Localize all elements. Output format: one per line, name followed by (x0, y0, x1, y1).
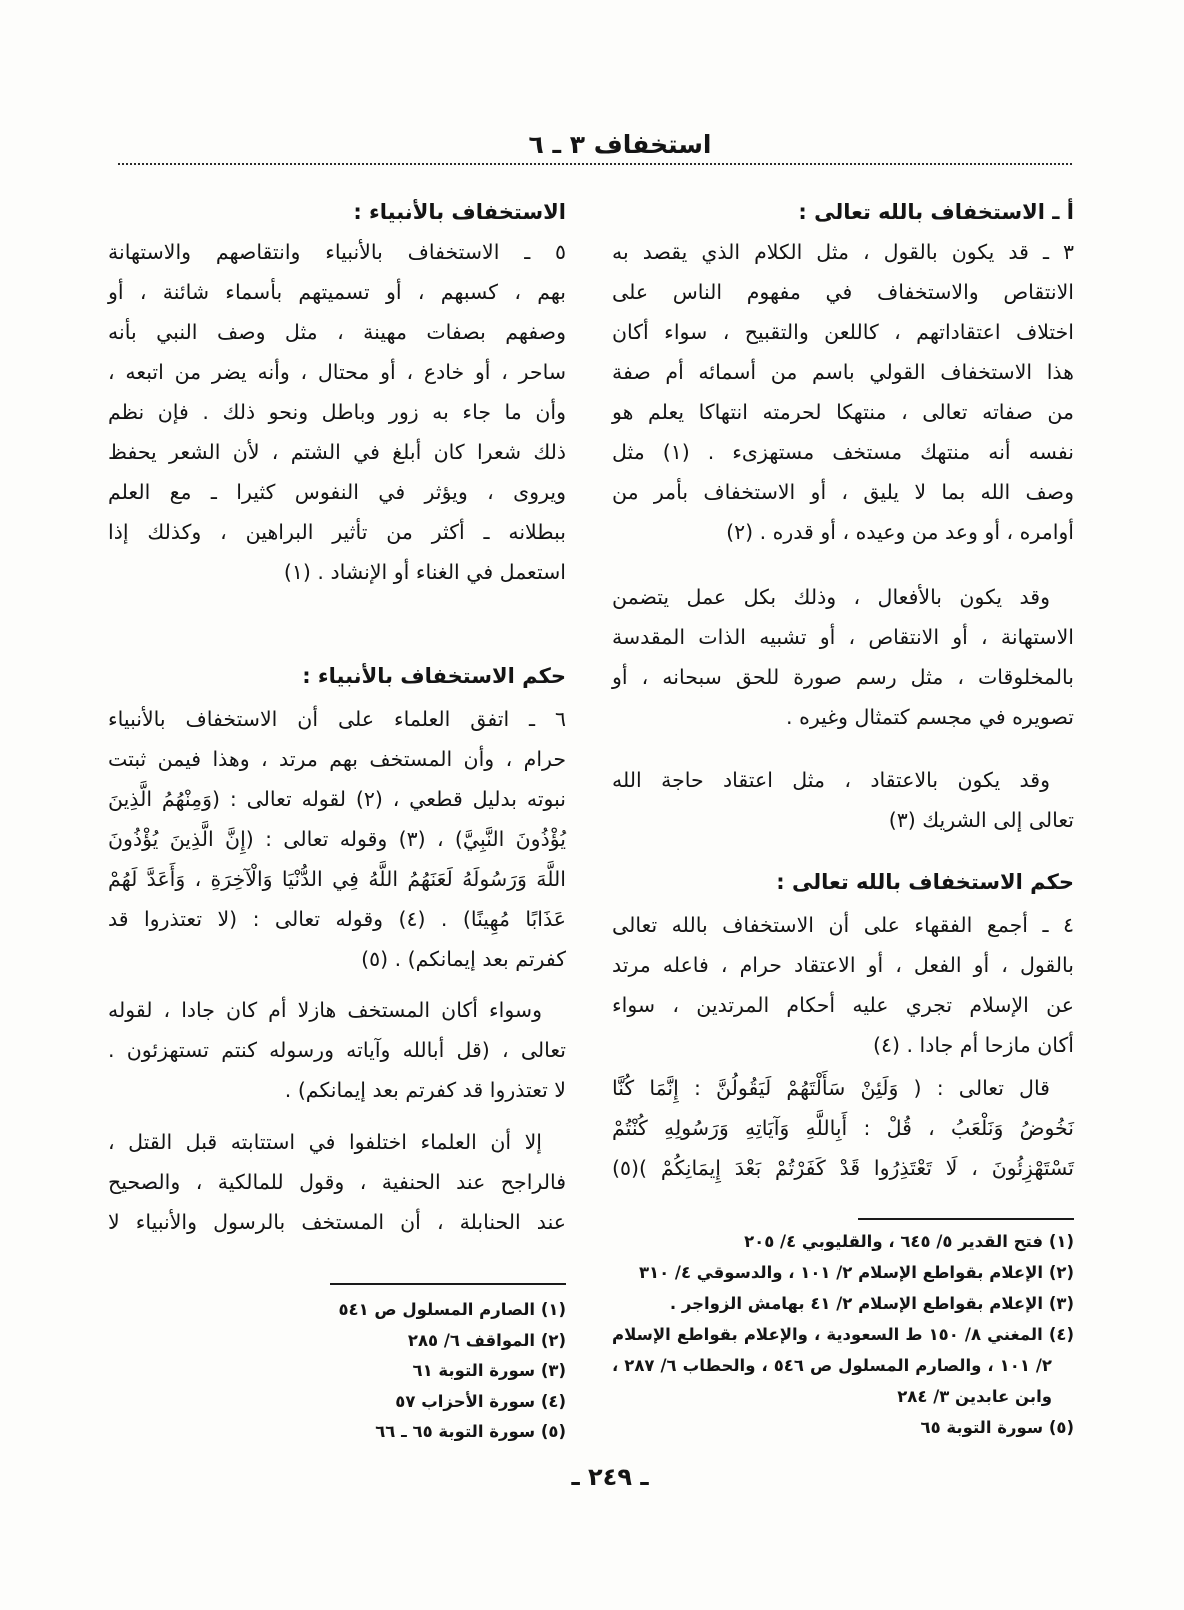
paragraph-3 (612, 232, 1074, 552)
running-head: استخفاف ٣ ـ ٦ (528, 130, 712, 159)
paragraph-belief (612, 760, 1074, 840)
text-line: وقد يكون بالاعتقاد ، مثل اعتقاد حاجة الله (612, 768, 1050, 792)
footnote-line: (٣) الإعلام بقواطع الإسلام ٢/ ٤١ بهامش الزواجر . (669, 1294, 1074, 1313)
footnotes (612, 1226, 1074, 1443)
text-line: عن الإسلام تجري عليه أحكام المرتدين ، سواء (612, 993, 1074, 1017)
text-line: تعالى ، (قل أبالله وآياته ورسوله كنتم تستهزئون . (108, 1038, 566, 1062)
text-line: تعالى إلى الشريك (٣) (888, 808, 1074, 832)
text-line: أكان مازحا أم جادا . (٤) (872, 1033, 1074, 1057)
footnote-item (612, 1226, 1074, 1257)
text-line: ٤ ـ أجمع الفقهاء على أن الاستخفاف بالله تعالى (612, 913, 1074, 937)
text-line: إلا أن العلماء اختلفوا في استتابته قبل القتل ، (108, 1130, 542, 1154)
paragraph-actions (612, 577, 1074, 737)
footnote-item (612, 1319, 1074, 1412)
text-line: ٥ ـ الاستخفاف بالأنبياء وانتقاصهم والاستهانة (108, 240, 566, 264)
footnote-item (612, 1412, 1074, 1443)
text-line: ٦ ـ اتفق العلماء على أن الاستخفاف بالأنبياء (108, 707, 566, 731)
text-line: ٣ ـ قد يكون بالقول ، مثل الكلام الذي يقصد به (612, 240, 1074, 264)
text-line: هذا الاستخفاف القولي باسم من أسمائه أم صفة (612, 360, 1074, 384)
text-line: وقد يكون بالأفعال ، وذلك بكل عمل يتضمن (612, 585, 1050, 609)
text-line: لا تعتذروا قد كفرتم بعد إيمانكم) . (284, 1078, 566, 1102)
footnotes (108, 1295, 566, 1448)
text-line: يُؤْذُونَ النَّبِيَّ) ، (٣) وقوله تعالى : (إِنَّ الَّذِينَ يُؤْذُونَ (108, 827, 566, 851)
footnote-line: (١) فتح القدير ٥/ ٦٤٥ ، والقليوبي ٤/ ٢٠٥ (744, 1232, 1074, 1251)
text-line: نفسه أنه منتهك مستخف مستهزىء . (١) مثل (612, 440, 1074, 464)
section-heading (108, 656, 566, 696)
page-number: ـ ٢٤٩ ـ (571, 1463, 649, 1491)
text-line: وأن ما جاء به زور وباطل ونحو ذلك . فإن نظم (108, 400, 566, 424)
footnote-line: (٥) سورة التوبة ٦٥ (920, 1418, 1074, 1437)
text-line: كفرتم بعد إيمانكم) . (٥) (361, 947, 566, 971)
footnote-rule (330, 1283, 566, 1285)
text-line: وسواء أكان المستخف هازلا أم كان جادا ، لقوله (108, 998, 542, 1022)
text-line: أوامره ، أو وعد من وعيده ، أو قدره . (٢) (726, 520, 1074, 544)
footnote-item: (٥) سورة التوبة ٦٥ ـ ٦٦ (375, 1422, 566, 1441)
right-column (612, 0, 1074, 1610)
footnote-item: (٢) المواقف ٦/ ٢٨٥ (407, 1330, 566, 1350)
heading-text: أ ـ الاستخفاف بالله تعالى : (798, 200, 1074, 224)
text-line: فالراجح عند الحنفية ، وقول للمالكية ، والصحيح (108, 1170, 566, 1194)
footnote-rule (858, 1218, 1074, 1220)
text-line: ساحر ، أو خادع ، أو محتال ، وأنه يضر من اتبعه ، (108, 360, 566, 384)
paragraph-4 (612, 905, 1074, 1065)
footnote-line: ٢/ ١٠١ ، والصارم المسلول ص ٥٤٦ ، والحطاب ٦/ ٢٨٧ ، (612, 1356, 1052, 1375)
footnote-line: (٤) المغني ٨/ ١٥٠ ط السعودية ، والإعلام بقواطع الإسلام (612, 1325, 1074, 1344)
section-heading (612, 862, 1074, 902)
text-line: نَخُوضُ وَنَلْعَبُ ، قُلْ : أَبِاللَّهِ وَآيَاتِهِ وَرَسُولِهِ كُنْتُمْ (612, 1116, 1074, 1140)
paragraph-6 (108, 699, 566, 979)
left-column (108, 0, 566, 1610)
heading-text: حكم الاستخفاف بالأنبياء : (302, 664, 566, 688)
heading-text: الاستخفاف بالأنبياء : (353, 200, 566, 224)
text-line: ذلك شعرا كان أبلغ في الشتم ، لأن الشعر يحفظ (108, 440, 566, 464)
text-line: وصف الله بما لا يليق ، أو الاستخفاف بأمر من (612, 480, 1074, 504)
text-line: ويروى ، ويؤثر في النفوس كثيرا ـ مع العلم (108, 480, 566, 504)
text-line: الاستهانة ، أو الانتقاص ، أو تشبيه الذات المقدسة (612, 625, 1074, 649)
text-line: عَذَابًا مُهِينًا) . (٤) وقوله تعالى : (لا تعتذروا قد (108, 907, 566, 931)
text-line: تَسْتَهْزِئُونَ ، لَا تَعْتَذِرُوا قَدْ كَفَرْتُمْ بَعْدَ إِيمَانِكُمْ )(٥) (612, 1156, 1074, 1180)
text-line: تصويره في مجسم كتمثال وغيره . (786, 705, 1074, 729)
text-line: الانتقاص والاستخفاف في مفهوم الناس على (612, 280, 1074, 304)
text-line: وصفهم بصفات مهينة ، مثل وصف النبي بأنه (108, 320, 566, 344)
text-line: حرام ، وأن المستخف بهم مرتد ، وهذا فيمن ثبتت (108, 747, 566, 771)
paragraph-joking (108, 990, 566, 1110)
footnote-item: (١) الصارم المسلول ص ٥٤١ (338, 1300, 566, 1319)
footnote-line: وابن عابدين ٣/ ٢٨٤ (897, 1387, 1052, 1406)
section-heading (108, 192, 566, 232)
text-line: ببطلانه ـ أكثر من تأثير البراهين ، وكذلك إذا (108, 520, 566, 544)
text-line: استعمل في الغناء أو الإنشاد . (١) (283, 560, 566, 584)
text-line: بالقول ، أو الفعل ، أو الاعتقاد حرام ، فاعله مرتد (612, 953, 1074, 977)
heading-text: حكم الاستخفاف بالله تعالى : (776, 870, 1074, 894)
text-line: عند الحنابلة ، أن المستخف بالرسول والأنبياء لا (108, 1210, 566, 1234)
text-line: نبوته بدليل قطعي ، (٢) لقوله تعالى : (وَمِنْهُمُ الَّذِينَ (108, 787, 567, 811)
paragraph-5 (108, 232, 566, 592)
paragraph-quran-verse (612, 1068, 1074, 1188)
text-line: بهم ، كسبهم ، أو تسميتهم بأسماء شائنة ، أو (108, 280, 566, 304)
footnote-line: (٢) الإعلام بقواطع الإسلام ٢/ ١٠١ ، والدسوقي ٤/ ٣١٠ (638, 1263, 1074, 1282)
paragraph-repentance (108, 1122, 566, 1242)
footnote-item (612, 1288, 1074, 1319)
footnote-item (612, 1257, 1074, 1288)
text-line: اللَّهَ وَرَسُولَهُ لَعَنَهُمُ اللَّهُ فِي الدُّنْيَا وَالْآخِرَةِ ، وَأَعَدَّ لَهُمْ (108, 867, 566, 891)
footnote-item: (٣) سورة التوبة ٦١ (412, 1361, 566, 1380)
text-line: من صفاته تعالى ، منتهكا لحرمته انتهاكا يعلم هو (612, 400, 1074, 424)
section-heading (612, 192, 1074, 232)
footnote-item: (٤) سورة الأحزاب ٥٧ (395, 1391, 566, 1411)
text-line: بالمخلوقات ، مثل رسم صورة للحق سبحانه ، أو (612, 665, 1074, 689)
text-line: اختلاف اعتقاداتهم ، كاللعن والتقبيح ، سواء أكان (612, 320, 1074, 344)
text-line: قال تعالى : ( وَلَئِنْ سَأَلْتَهُمْ لَيَقُولُنَّ : إِنَّمَا كُنَّا (612, 1076, 1050, 1100)
